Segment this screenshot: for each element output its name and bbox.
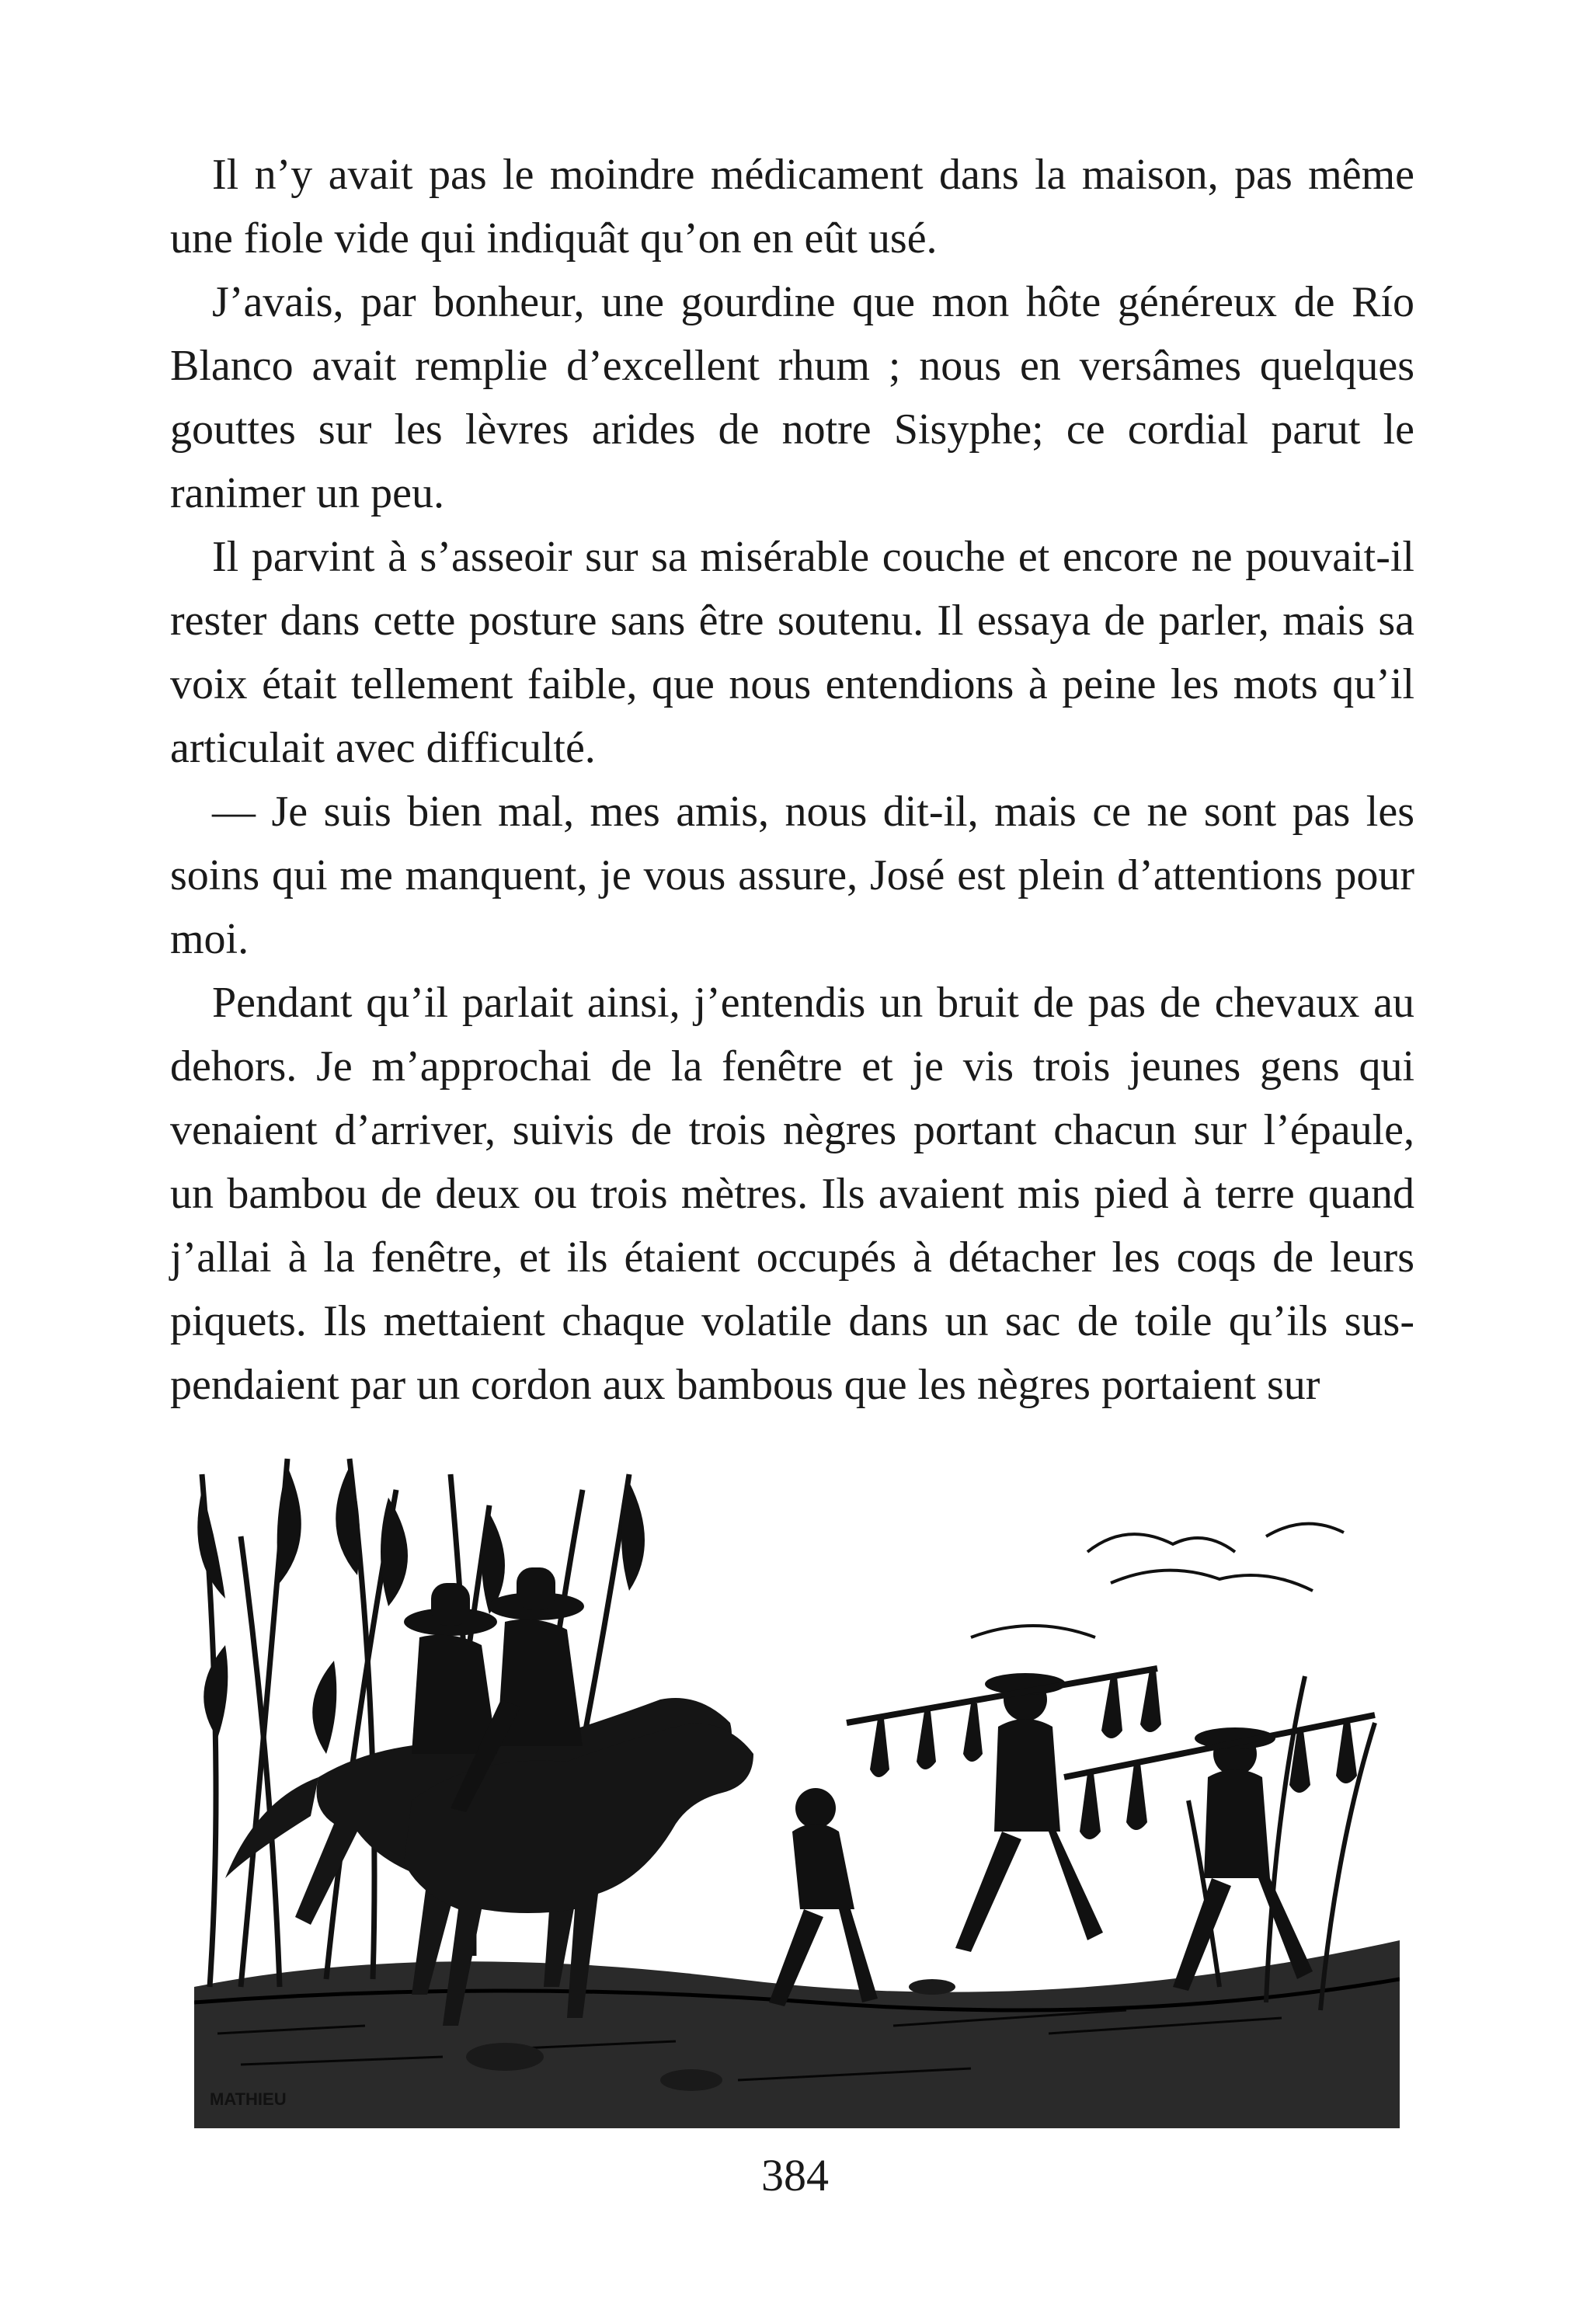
artist-signature: MATHIEU	[210, 2089, 287, 2109]
paragraph: Il n’y avait pas le moindre médicament dans la maison, pas même une fiole vide qui indiquât qu’on en eût usé.	[170, 151, 1414, 263]
engraving-drawing	[194, 1443, 1400, 2128]
clouds	[971, 1524, 1344, 1637]
paragraph: Il parvint à s’asseoir sur sa misérable couche et encore ne pouvait-il rester dans cette posture sans être soutenu. Il essaya de parler, mais sa voix était tellement faible, que nous entendions à peine les mots qu’il articulait avec difficulté.	[170, 533, 1414, 772]
paragraph: — Je suis bien mal, mes amis, nous dit-il, mais ce ne sont pas les soins qui me manquent, je vous assure, José est plein d’attentions pour moi.	[170, 788, 1414, 963]
paragraph: J’avais, par bonheur, une gourdine que mon hôte généreux de Río Blanco avait remplie d’excellent rhum ; nous en versâmes quelques gouttes sur les lèvres arides de notre Sisyphe; ce cordial parut le ranimer un peu.	[170, 278, 1414, 517]
body-text	[170, 143, 1414, 1417]
page-number: 384	[761, 2150, 829, 2200]
cock-sacks	[870, 1670, 1357, 1839]
paragraph: Pendant qu’il parlait ainsi, j’entendis un bruit de pas de chevaux au dehors. Je m’approchai de la fenêtre et je vis trois jeunes gens qui venaient d’arriver, suivis de trois nègres portant chacun sur l’épaule, un bambou de deux ou trois mètres. Ils avaient mis pied à terre quand j’allai à la fenêtre, et ils étaient occupés à détacher les coqs de leurs piquets. Ils mettaient chaque volatile dans un sac de toile qu’ils suspendaient par un cordon aux bambous que les nègres portaient sur	[170, 979, 1414, 1409]
engraving-illustration	[194, 1443, 1400, 2128]
